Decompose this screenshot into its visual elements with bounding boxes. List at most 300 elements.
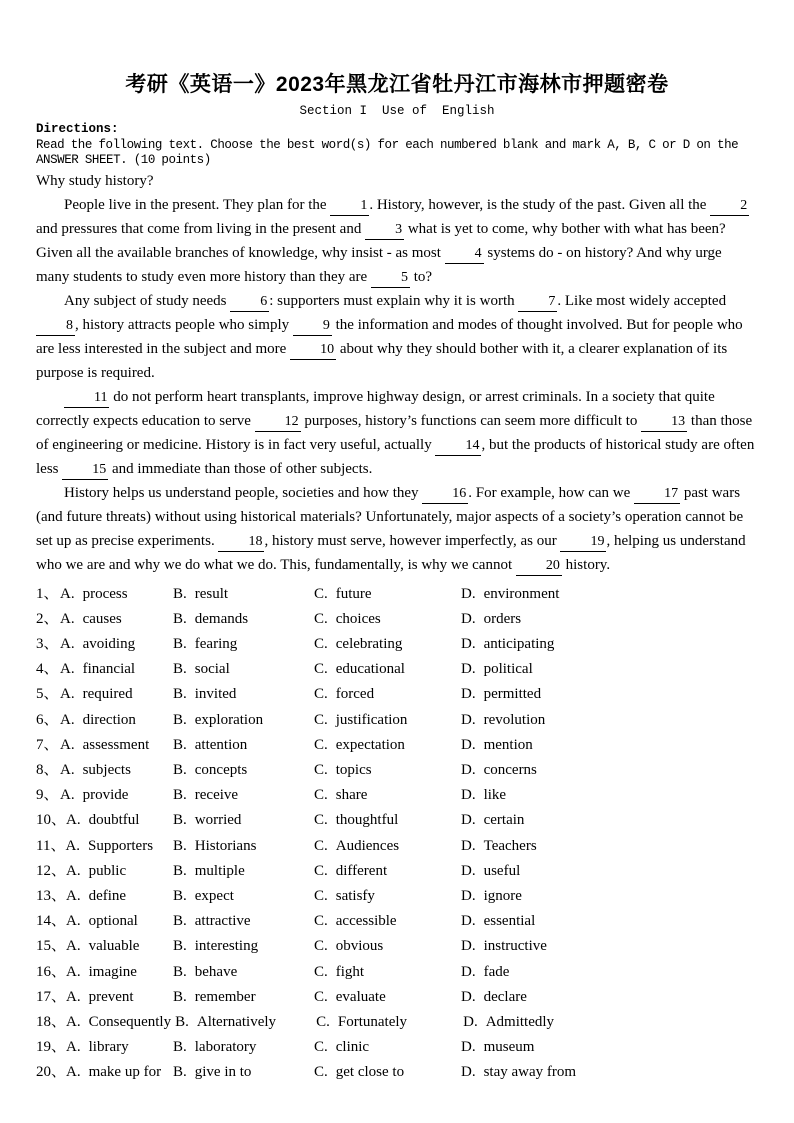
option-letter: B.: [173, 887, 187, 904]
option-letter: C.: [314, 812, 328, 829]
passage-text: than those of engineering or medicine. History is in fact very useful, actually: [36, 412, 753, 453]
option-letter: B.: [173, 862, 187, 879]
question-row: [36, 960, 758, 985]
option-letter: C.: [314, 736, 328, 753]
option-letter: A.: [66, 862, 81, 879]
option-letter: B.: [173, 963, 187, 980]
option-letter: B.: [173, 736, 187, 753]
cloze-blank-9: 9: [293, 317, 332, 336]
option-text: process: [82, 585, 128, 602]
option-a: [36, 960, 173, 985]
option-d: [461, 582, 559, 607]
option-letter: C.: [314, 711, 328, 728]
option-text: Admittedly: [485, 1013, 555, 1030]
option-letter: D.: [461, 812, 476, 829]
option-text: educational: [335, 661, 405, 678]
question-number: 17、: [36, 988, 67, 1005]
option-text: useful: [483, 862, 521, 879]
option-letter: B.: [175, 1013, 189, 1030]
passage-text: : supporters must explain why it is worth: [269, 292, 519, 309]
options-list: [36, 582, 758, 1086]
passage-text: to?: [409, 268, 433, 285]
option-letter: B.: [173, 787, 187, 804]
option-c: [314, 632, 461, 657]
question-number: 8、: [36, 761, 59, 778]
option-b: [173, 632, 314, 657]
option-text: revolution: [483, 711, 546, 728]
option-d: [461, 985, 527, 1010]
option-letter: A.: [60, 711, 75, 728]
option-text: causes: [82, 610, 122, 627]
passage-text: history.: [561, 556, 611, 573]
question-row: [36, 758, 758, 783]
option-text: ignore: [483, 887, 522, 904]
option-b: [173, 657, 314, 682]
option-c: [314, 607, 461, 632]
option-d: [461, 632, 554, 657]
option-letter: D.: [461, 913, 476, 930]
option-b: [173, 909, 314, 934]
option-text: obvious: [335, 938, 384, 955]
page-title: 考研《英语一》2023年黑龙江省牡丹江市海林市押题密卷: [125, 73, 669, 96]
option-text: imagine: [88, 963, 137, 980]
option-letter: A.: [66, 913, 81, 930]
option-letter: A.: [65, 837, 81, 854]
option-b: [173, 607, 314, 632]
option-text: museum: [483, 1039, 535, 1056]
passage-text: what is yet to come, why bother with what has been? Given all the available branches of knowledge, why insist - as most: [36, 220, 726, 261]
option-a: [36, 733, 173, 758]
option-d: [461, 808, 524, 833]
question-number: 9、: [36, 787, 59, 804]
option-c: [314, 1060, 461, 1085]
cloze-blank-11: 11: [64, 389, 109, 408]
question-number: 4、: [36, 661, 59, 678]
passage-text: Any subject of study needs: [64, 292, 231, 309]
option-a: [36, 834, 173, 859]
question-number: 1、: [36, 585, 59, 602]
question-row: [36, 1035, 758, 1060]
option-text: different: [335, 862, 388, 879]
option-letter: A.: [60, 787, 75, 804]
passage-text: , history attracts people who simply: [75, 316, 293, 333]
option-a: [36, 708, 173, 733]
passage-paragraph: [36, 481, 758, 577]
question-row: [36, 682, 758, 707]
option-letter: B.: [173, 1039, 187, 1056]
option-d: [461, 934, 547, 959]
cloze-blank-4: 4: [445, 245, 484, 264]
cloze-blank-20: 20: [516, 557, 562, 576]
option-text: Audiences: [335, 837, 400, 854]
question-row: [36, 783, 758, 808]
option-text: laboratory: [194, 1039, 257, 1056]
passage-text: . For example, how can we: [468, 484, 635, 501]
option-letter: C.: [316, 1013, 330, 1030]
question-number: 12、: [36, 862, 67, 879]
passage-text: systems do - on history? And why urge many students to study even more history than they are: [36, 244, 722, 285]
option-text: permitted: [483, 686, 542, 703]
passage-text: History helps us understand people, societies and how they: [64, 484, 423, 501]
passage: [36, 193, 758, 577]
question-number: 15、: [36, 938, 67, 955]
option-text: fight: [335, 963, 365, 980]
question-row: [36, 884, 758, 909]
option-c: [314, 708, 461, 733]
question-number: 16、: [36, 963, 67, 980]
cloze-blank-7: 7: [518, 293, 557, 312]
option-letter: D.: [461, 837, 476, 854]
option-letter: B.: [173, 585, 187, 602]
option-text: provide: [82, 787, 129, 804]
option-letter: D.: [461, 635, 476, 652]
option-d: [461, 834, 537, 859]
option-b: [173, 1060, 314, 1085]
option-c: [314, 682, 461, 707]
passage-text: the information and modes of thought involved. But for people who are less interested in the subject and more: [36, 316, 743, 357]
option-letter: A.: [66, 938, 81, 955]
option-d: [461, 657, 533, 682]
option-letter: C.: [314, 938, 328, 955]
option-b: [175, 1010, 316, 1035]
option-text: assessment: [82, 736, 150, 753]
option-b: [173, 960, 314, 985]
option-text: interesting: [194, 938, 259, 955]
option-a: [36, 657, 173, 682]
option-letter: C.: [314, 787, 328, 804]
option-text: doubtful: [88, 812, 140, 829]
option-b: [173, 1035, 314, 1060]
option-text: avoiding: [82, 635, 136, 652]
option-letter: C.: [314, 837, 328, 854]
cloze-blank-1: 1: [330, 197, 369, 216]
option-c: [314, 657, 461, 682]
section-heading: Section I Use of English: [299, 104, 495, 118]
option-a: [36, 582, 173, 607]
option-letter: D.: [461, 1039, 476, 1056]
option-letter: C.: [314, 1039, 328, 1056]
option-letter: B.: [173, 686, 187, 703]
question-number: 14、: [36, 913, 67, 930]
option-letter: B.: [173, 761, 187, 778]
question-row: [36, 657, 758, 682]
option-c: [314, 909, 461, 934]
option-c: [314, 834, 461, 859]
option-text: make up for: [88, 1064, 162, 1081]
option-c: [316, 1010, 463, 1035]
option-a: [36, 1010, 175, 1035]
option-text: define: [88, 887, 127, 904]
option-letter: C.: [314, 761, 328, 778]
question-row: [36, 834, 758, 859]
option-d: [461, 708, 545, 733]
passage-paragraph: [36, 385, 758, 481]
option-c: [314, 733, 461, 758]
question-row: [36, 909, 758, 934]
option-text: accessible: [335, 913, 397, 930]
option-text: multiple: [194, 862, 245, 879]
option-text: valuable: [88, 938, 140, 955]
option-letter: A.: [60, 686, 75, 703]
option-b: [173, 783, 314, 808]
option-text: financial: [82, 661, 136, 678]
option-letter: D.: [461, 862, 476, 879]
passage-text: , helping us understand who we are and why we do what we do. This, fundamentally, is why we cannot: [36, 532, 746, 573]
option-letter: C.: [314, 686, 328, 703]
option-c: [314, 985, 461, 1010]
question-row: [36, 733, 758, 758]
option-text: mention: [483, 736, 533, 753]
option-c: [314, 808, 461, 833]
option-text: topics: [335, 761, 372, 778]
question-row: [36, 1010, 758, 1035]
question-number: 10、: [36, 812, 67, 829]
option-letter: A.: [60, 585, 75, 602]
option-text: thoughtful: [335, 812, 399, 829]
passage-text: , but the products of historical study are often less: [36, 436, 755, 477]
option-letter: C.: [314, 913, 328, 930]
question-number: 13、: [36, 887, 67, 904]
option-c: [314, 960, 461, 985]
question-number: 11、: [36, 837, 66, 854]
question-number: 20、: [36, 1064, 67, 1081]
passage-text: , history must serve, however imperfectly, as our: [264, 532, 561, 549]
question-row: [36, 708, 758, 733]
option-letter: D.: [461, 787, 476, 804]
question-number: 3、: [36, 635, 59, 652]
option-text: invited: [194, 686, 237, 703]
question-number: 2、: [36, 610, 59, 627]
option-letter: D.: [461, 711, 476, 728]
option-b: [173, 682, 314, 707]
option-d: [461, 1035, 534, 1060]
option-c: [314, 1035, 461, 1060]
option-b: [173, 834, 314, 859]
option-letter: C.: [314, 610, 328, 627]
option-d: [461, 733, 533, 758]
option-text: exploration: [194, 711, 264, 728]
option-d: [463, 1010, 554, 1035]
option-c: [314, 783, 461, 808]
option-b: [173, 758, 314, 783]
option-text: clinic: [335, 1039, 370, 1056]
option-text: celebrating: [335, 635, 403, 652]
option-d: [461, 1060, 576, 1085]
option-text: fearing: [194, 635, 238, 652]
option-b: [173, 934, 314, 959]
option-text: Alternatively: [196, 1013, 277, 1030]
option-letter: D.: [461, 661, 476, 678]
option-text: fade: [483, 963, 510, 980]
option-letter: C.: [314, 585, 328, 602]
option-text: Teachers: [483, 837, 537, 854]
option-text: social: [194, 661, 230, 678]
option-b: [173, 808, 314, 833]
option-text: evaluate: [335, 988, 386, 1005]
question-row: [36, 582, 758, 607]
option-text: result: [194, 585, 229, 602]
option-a: [36, 1035, 173, 1060]
cloze-blank-5: 5: [371, 269, 410, 288]
option-letter: D.: [461, 610, 476, 627]
option-a: [36, 1060, 173, 1085]
option-letter: A.: [66, 887, 81, 904]
cloze-blank-2: 2: [710, 197, 749, 216]
option-a: [36, 682, 173, 707]
option-a: [36, 934, 173, 959]
option-text: give in to: [194, 1064, 252, 1081]
option-text: expect: [194, 887, 234, 904]
option-letter: A.: [60, 761, 75, 778]
option-text: library: [88, 1039, 129, 1056]
option-text: subjects: [82, 761, 131, 778]
passage-text: purposes, history’s functions can seem more difficult to: [300, 412, 642, 429]
option-d: [461, 783, 506, 808]
option-d: [461, 607, 521, 632]
cloze-blank-8: 8: [36, 317, 75, 336]
option-letter: C.: [314, 887, 328, 904]
passage-paragraph: [36, 193, 758, 289]
option-text: instructive: [483, 938, 547, 955]
option-text: demands: [194, 610, 249, 627]
option-text: Historians: [194, 837, 257, 854]
question-number: 6、: [36, 711, 59, 728]
option-letter: C.: [314, 862, 328, 879]
option-text: remember: [194, 988, 256, 1005]
question-row: [36, 808, 758, 833]
option-text: worried: [194, 812, 242, 829]
question-row: [36, 632, 758, 657]
option-letter: A.: [60, 610, 75, 627]
option-letter: C.: [314, 661, 328, 678]
option-letter: A.: [66, 1013, 81, 1030]
option-letter: D.: [461, 963, 476, 980]
passage-text: do not perform heart transplants, improve highway design, or arrest criminals. In a society that quite correctly expects education to serve: [36, 388, 715, 429]
option-letter: D.: [461, 686, 476, 703]
option-text: attractive: [194, 913, 251, 930]
option-a: [36, 859, 173, 884]
option-letter: B.: [173, 812, 187, 829]
option-letter: C.: [314, 1064, 328, 1081]
option-d: [461, 960, 509, 985]
option-text: direction: [82, 711, 136, 728]
cloze-blank-12: 12: [255, 413, 301, 432]
option-text: concerns: [483, 761, 537, 778]
cloze-blank-14: 14: [435, 437, 481, 456]
option-letter: C.: [314, 963, 328, 980]
passage-text: . History, however, is the study of the past. Given all the: [369, 196, 711, 213]
option-b: [173, 582, 314, 607]
passage-paragraph: [36, 289, 758, 385]
option-b: [173, 733, 314, 758]
option-text: forced: [335, 686, 375, 703]
option-text: orders: [483, 610, 522, 627]
option-letter: D.: [463, 1013, 478, 1030]
option-text: choices: [335, 610, 381, 627]
option-letter: D.: [461, 988, 476, 1005]
option-text: Supporters: [88, 837, 154, 854]
option-text: future: [335, 585, 372, 602]
option-text: stay away from: [483, 1064, 577, 1081]
option-letter: C.: [314, 988, 328, 1005]
passage-text: and immediate than those of other subjects.: [108, 460, 373, 477]
passage-text: and pressures that come from living in the present and: [36, 220, 366, 237]
option-b: [173, 859, 314, 884]
option-text: Consequently: [88, 1013, 172, 1030]
option-a: [36, 783, 173, 808]
option-a: [36, 808, 173, 833]
option-text: declare: [483, 988, 527, 1005]
option-letter: A.: [66, 1039, 81, 1056]
option-a: [36, 758, 173, 783]
option-letter: C.: [314, 635, 328, 652]
option-letter: B.: [173, 610, 187, 627]
option-a: [36, 909, 173, 934]
option-c: [314, 758, 461, 783]
option-d: [461, 909, 535, 934]
question-number: 7、: [36, 736, 59, 753]
option-letter: B.: [173, 711, 187, 728]
passage-text: about why they should bother with it, a clearer explanation of its purpose is required.: [36, 340, 728, 381]
option-text: receive: [194, 787, 239, 804]
option-text: political: [483, 661, 533, 678]
question-row: [36, 859, 758, 884]
option-text: prevent: [88, 988, 134, 1005]
option-letter: A.: [60, 736, 75, 753]
cloze-blank-17: 17: [634, 485, 680, 504]
question-number: 18、: [36, 1013, 67, 1030]
option-b: [173, 708, 314, 733]
question-number: 19、: [36, 1039, 67, 1056]
question-number: 5、: [36, 686, 59, 703]
option-text: optional: [88, 913, 138, 930]
option-text: concepts: [194, 761, 248, 778]
option-text: required: [82, 686, 133, 703]
option-letter: D.: [461, 761, 476, 778]
question-row: [36, 1060, 758, 1085]
option-a: [36, 632, 173, 657]
option-b: [173, 985, 314, 1010]
passage-text: People live in the present. They plan for the: [64, 196, 331, 213]
option-letter: D.: [461, 887, 476, 904]
option-c: [314, 934, 461, 959]
option-text: behave: [194, 963, 238, 980]
option-d: [461, 682, 541, 707]
option-c: [314, 859, 461, 884]
option-a: [36, 985, 173, 1010]
option-letter: B.: [173, 661, 187, 678]
option-letter: D.: [461, 1064, 476, 1081]
option-text: get close to: [335, 1064, 405, 1081]
option-letter: B.: [173, 837, 187, 854]
option-text: attention: [194, 736, 248, 753]
option-text: public: [88, 862, 127, 879]
option-text: anticipating: [483, 635, 555, 652]
cloze-blank-3: 3: [365, 221, 404, 240]
question-row: [36, 985, 758, 1010]
option-letter: D.: [461, 938, 476, 955]
option-letter: A.: [66, 812, 81, 829]
option-letter: A.: [66, 963, 81, 980]
option-text: certain: [483, 812, 525, 829]
option-letter: B.: [173, 635, 187, 652]
option-c: [314, 884, 461, 909]
cloze-blank-15: 15: [62, 461, 108, 480]
option-text: share: [335, 787, 368, 804]
option-letter: A.: [66, 988, 81, 1005]
option-letter: B.: [173, 1064, 187, 1081]
option-d: [461, 884, 522, 909]
